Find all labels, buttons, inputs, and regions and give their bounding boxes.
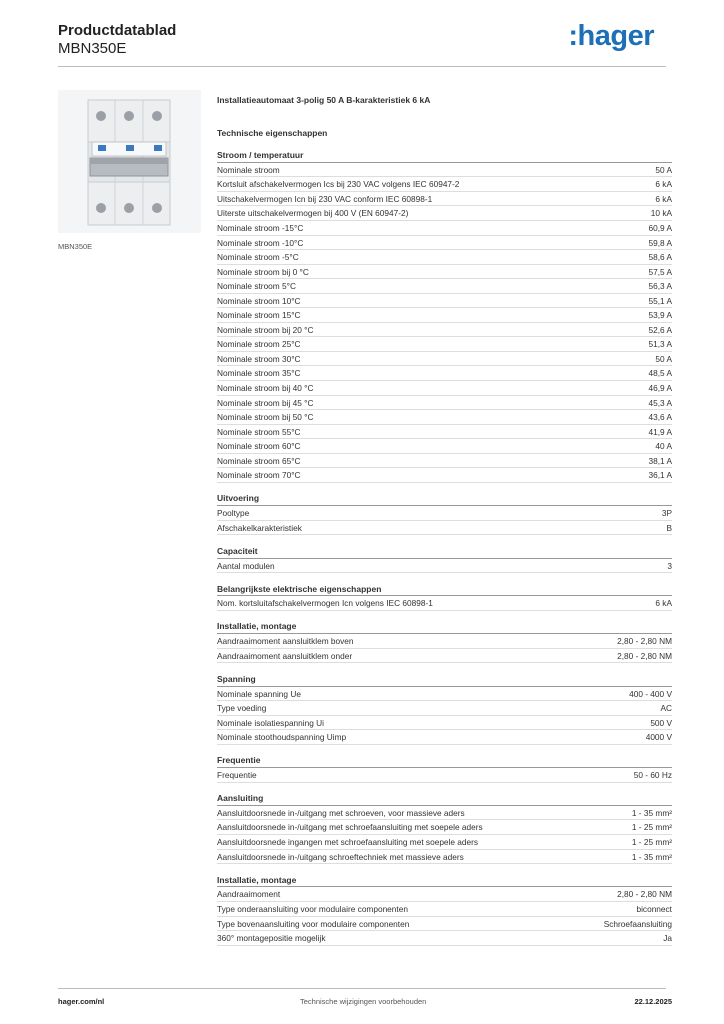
spec-label: Nominale stoothoudspanning Uimp xyxy=(217,732,347,743)
spec-row xyxy=(217,649,672,664)
footer-notice: Technische wijzigingen voorbehouden xyxy=(300,997,427,1006)
spec-label: Type onderaansluiting voor modulaire componenten xyxy=(217,903,408,914)
spec-value: 57,5 A xyxy=(648,266,672,277)
spec-row xyxy=(217,521,672,536)
spec-value: 52,6 A xyxy=(648,324,672,335)
spec-label: Nominale isolatiespanning Ui xyxy=(217,717,324,728)
spec-row xyxy=(217,596,672,611)
spec-group-title: Frequentie xyxy=(217,754,672,768)
spec-row xyxy=(217,396,672,411)
spec-row xyxy=(217,265,672,280)
spec-group xyxy=(217,754,672,782)
spec-label: Nominale stroom 70°C xyxy=(217,470,301,481)
spec-value: 59,8 A xyxy=(648,237,672,248)
spec-label: Kortsluit afschakelvermogen Ics bij 230 VAC volgens IEC 60947-2 xyxy=(217,179,460,190)
spec-group-title: Stroom / temperatuur xyxy=(217,149,672,163)
spec-groups xyxy=(217,149,672,946)
spec-label: Type bovenaansluiting voor modulaire componenten xyxy=(217,918,410,929)
spec-row xyxy=(217,468,672,483)
spec-group-title: Aansluiting xyxy=(217,792,672,806)
spec-value: 55,1 A xyxy=(648,295,672,306)
spec-label: Type voeding xyxy=(217,703,267,714)
spec-row xyxy=(217,236,672,251)
spec-value: 1 - 35 mm² xyxy=(631,807,672,818)
spec-group-title: Installatie, montage xyxy=(217,620,672,634)
spec-value: 4000 V xyxy=(645,732,672,743)
spec-row xyxy=(217,768,672,783)
spec-label: Aandraaimoment aansluitklem boven xyxy=(217,636,354,647)
spec-value: 56,3 A xyxy=(648,281,672,292)
spec-value: 2,80 - 2,80 NM xyxy=(617,636,672,647)
spec-value: 46,9 A xyxy=(648,383,672,393)
spec-group xyxy=(217,545,672,573)
spec-label: Nominale stroom bij 45 °C xyxy=(217,397,314,408)
spec-value: 6 kA xyxy=(655,598,672,609)
spec-value: 1 - 25 mm² xyxy=(631,822,672,833)
spec-content xyxy=(217,95,672,946)
footer-website[interactable]: hager.com/nl xyxy=(58,997,105,1006)
spec-value: 58,6 A xyxy=(648,252,672,263)
spec-group xyxy=(217,792,672,864)
spec-group-title: Uitvoering xyxy=(217,492,672,506)
spec-value: 400 - 400 V xyxy=(629,688,672,699)
spec-row xyxy=(217,221,672,236)
footer-date: 22.12.2025 xyxy=(634,997,672,1006)
spec-value: 60,9 A xyxy=(648,222,672,233)
spec-value: 50 A xyxy=(655,353,672,364)
spec-label: Aansluitdoorsnede ingangen met schroefaansluiting met soepele aders xyxy=(217,837,479,848)
spec-group xyxy=(217,149,672,483)
spec-value: 45,3 A xyxy=(648,397,672,408)
spec-value: Ja xyxy=(663,933,672,944)
spec-label: Aansluitdoorsnede in-/uitgang schroeftechniek met massieve aders xyxy=(217,851,464,862)
spec-row xyxy=(217,163,672,178)
spec-row xyxy=(217,294,672,309)
spec-group-title: Belangrijkste elektrische eigenschappen xyxy=(217,583,672,597)
spec-row xyxy=(217,425,672,440)
spec-row xyxy=(217,366,672,381)
footer-divider xyxy=(58,988,666,989)
spec-row xyxy=(217,192,672,207)
spec-value: 10 kA xyxy=(650,208,672,219)
header-divider xyxy=(58,66,666,67)
spec-label: Nominale stroom 10°C xyxy=(217,295,301,306)
spec-row xyxy=(217,634,672,649)
spec-label: Nominale stroom 65°C xyxy=(217,455,301,466)
spec-value: 500 V xyxy=(650,717,672,728)
spec-row xyxy=(217,902,672,917)
spec-label: Nom. kortsluitafschakelvermogen Icn volgens IEC 60898-1 xyxy=(217,598,433,609)
spec-value: 50 - 60 Hz xyxy=(633,770,672,781)
spec-row xyxy=(217,352,672,367)
spec-row xyxy=(217,917,672,932)
spec-label: Nominale stroom 60°C xyxy=(217,441,301,452)
spec-label: Aansluitdoorsnede in-/uitgang met schroeven, voor massieve aders xyxy=(217,807,465,818)
spec-group xyxy=(217,583,672,611)
spec-group-title: Spanning xyxy=(217,673,672,687)
spec-row xyxy=(217,850,672,865)
spec-label: Nominale stroom bij 20 °C xyxy=(217,324,314,335)
spec-label: Nominale stroom 35°C xyxy=(217,368,301,379)
spec-row xyxy=(217,835,672,850)
spec-row xyxy=(217,337,672,352)
spec-value: 6 kA xyxy=(655,179,672,190)
spec-label: Aandraaimoment xyxy=(217,889,281,900)
spec-label: Nominale stroom 5°C xyxy=(217,281,296,292)
spec-row xyxy=(217,806,672,821)
spec-label: 360° montagepositie mogelijk xyxy=(217,933,326,944)
spec-value: 1 - 25 mm² xyxy=(631,837,672,848)
document-title: Productdatablad xyxy=(58,22,177,39)
spec-label: Nominale stroom 25°C xyxy=(217,339,301,350)
spec-value: 3 xyxy=(667,560,672,571)
spec-group-title: Installatie, montage xyxy=(217,874,672,888)
spec-label: Aandraaimoment aansluitklem onder xyxy=(217,650,353,661)
spec-row xyxy=(217,820,672,835)
page-header xyxy=(58,22,666,70)
section-title: Technische eigenschappen xyxy=(217,128,328,138)
spec-value: 38,1 A xyxy=(648,455,672,466)
spec-group xyxy=(217,874,672,946)
spec-label: Aantal modulen xyxy=(217,560,275,571)
spec-row xyxy=(217,381,672,396)
spec-row xyxy=(217,439,672,454)
spec-row xyxy=(217,454,672,469)
spec-value: 2,80 - 2,80 NM xyxy=(617,889,672,900)
spec-label: Nominale stroom bij 50 °C xyxy=(217,412,314,423)
spec-row xyxy=(217,206,672,221)
spec-row xyxy=(217,177,672,192)
spec-row xyxy=(217,250,672,265)
spec-group xyxy=(217,673,672,745)
spec-row xyxy=(217,687,672,702)
spec-value: 6 kA xyxy=(655,193,672,204)
spec-row xyxy=(217,931,672,946)
spec-row xyxy=(217,279,672,294)
spec-group-title: Capaciteit xyxy=(217,545,672,559)
spec-row xyxy=(217,701,672,716)
spec-value: 36,1 A xyxy=(648,470,672,481)
spec-label: Nominale stroom 30°C xyxy=(217,353,301,364)
spec-value: 1 - 35 mm² xyxy=(631,851,672,862)
spec-value: AC xyxy=(660,703,672,714)
spec-value: 53,9 A xyxy=(648,310,672,321)
spec-row xyxy=(217,308,672,323)
spec-label: Nominale spanning Ue xyxy=(217,688,301,699)
spec-row xyxy=(217,323,672,338)
spec-label: Frequentie xyxy=(217,770,257,781)
hager-logo: :hager xyxy=(568,20,654,52)
product-code: MBN350E xyxy=(58,40,127,57)
spec-value: Schroefaansluiting xyxy=(603,918,672,929)
spec-value: 40 A xyxy=(655,441,672,452)
spec-group xyxy=(217,492,672,535)
spec-label: Uiterste uitschakelvermogen bij 400 V (EN 60947-2) xyxy=(217,208,409,219)
product-description: Installatieautomaat 3-polig 50 A B-karakteristiek 6 kA xyxy=(217,95,431,105)
spec-value: 48,5 A xyxy=(648,368,672,379)
spec-label: Afschakelkarakteristiek xyxy=(217,522,302,533)
spec-group xyxy=(217,620,672,663)
spec-label: Nominale stroom bij 40 °C xyxy=(217,383,314,393)
spec-label: Nominale stroom -15°C xyxy=(217,222,304,233)
product-image xyxy=(58,90,201,233)
spec-row xyxy=(217,506,672,521)
spec-label: Nominale stroom -5°C xyxy=(217,252,299,263)
spec-label: Nominale stroom -10°C xyxy=(217,237,304,248)
spec-row xyxy=(217,887,672,902)
spec-row xyxy=(217,716,672,731)
spec-value: 51,3 A xyxy=(648,339,672,350)
spec-label: Nominale stroom xyxy=(217,164,280,175)
spec-label: Nominale stroom 15°C xyxy=(217,310,301,321)
spec-value: 41,9 A xyxy=(648,426,672,437)
spec-row xyxy=(217,730,672,745)
image-caption: MBN350E xyxy=(58,242,93,251)
spec-row xyxy=(217,559,672,574)
spec-label: Aansluitdoorsnede in-/uitgang met schroefaansluiting met soepele aders xyxy=(217,822,483,833)
spec-label: Nominale stroom 55°C xyxy=(217,426,301,437)
spec-label: Uitschakelvermogen Icn bij 230 VAC conform IEC 60898-1 xyxy=(217,193,433,204)
spec-label: Pooltype xyxy=(217,508,250,519)
spec-value: 3P xyxy=(661,508,672,519)
spec-value: 2,80 - 2,80 NM xyxy=(617,650,672,661)
spec-row xyxy=(217,410,672,425)
spec-value: biconnect xyxy=(636,903,672,914)
spec-label: Nominale stroom bij 0 °C xyxy=(217,266,309,277)
spec-value: B xyxy=(666,522,672,533)
spec-value: 43,6 A xyxy=(648,412,672,423)
spec-value: 50 A xyxy=(655,164,672,175)
